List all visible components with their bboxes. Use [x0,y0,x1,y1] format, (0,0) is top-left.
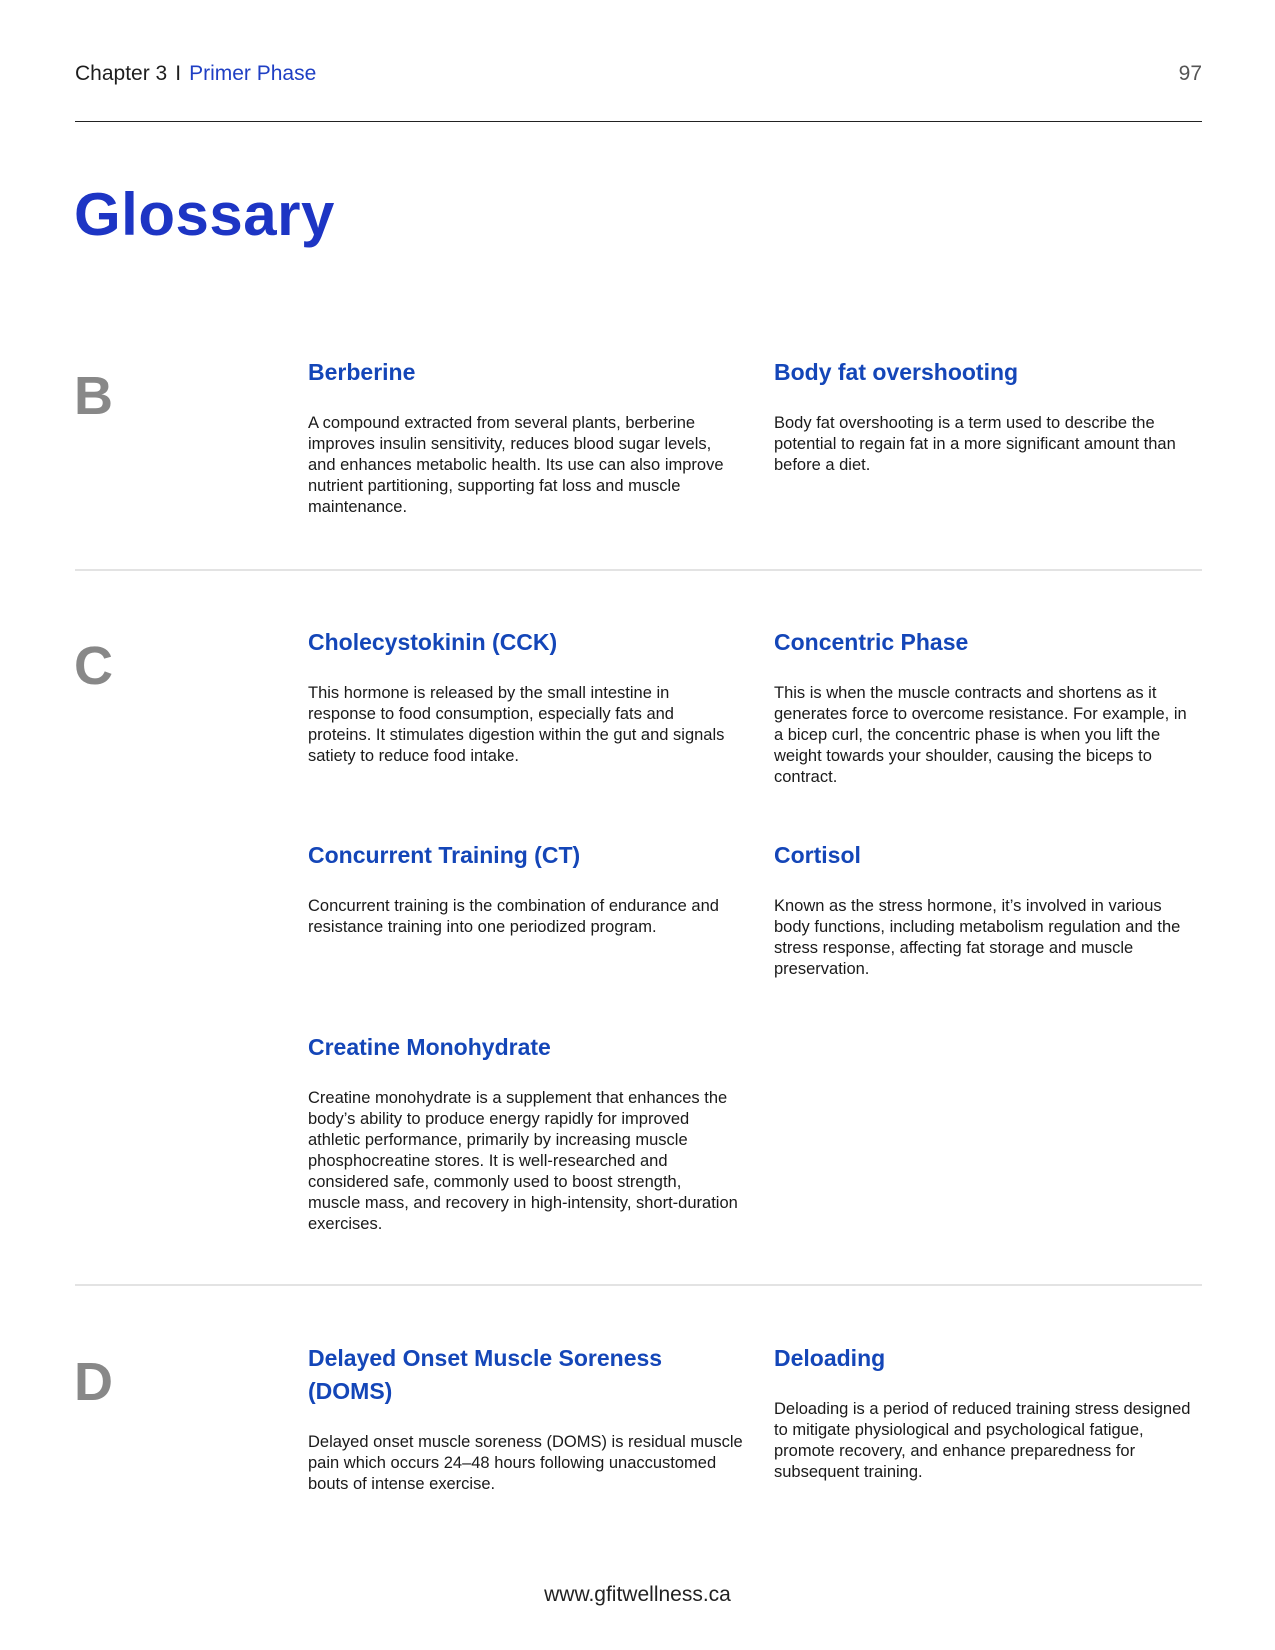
glossary-entry [774,1342,1194,1483]
page-title: Glossary [74,181,335,248]
section-letter-b: B [74,366,113,426]
footer-url: www.gfitwellness.ca [544,1583,731,1606]
chapter-label [75,62,316,86]
glossary-term: Creatine Monohydrate [308,1034,551,1060]
page-header [75,58,1202,88]
glossary-term: Concentric Phase [774,629,969,655]
glossary-entry [308,626,738,767]
glossary-definition: This hormone is released by the small intestine in response to food consumption, especially fats and proteins. It stimulates digestion within the gut and signals satiety to reduce food intake. [308,684,725,765]
glossary-definition: Concurrent training is the combination of endurance and resistance training into one periodized program. [308,897,719,936]
page-number: 97 [1178,62,1202,85]
glossary-entry [774,626,1194,788]
section-divider [75,1284,1202,1286]
chapter-separator: I [175,62,182,85]
glossary-entry [308,1342,748,1495]
glossary-definition: Delayed onset muscle soreness (DOMS) is residual muscle pain which occurs 24–48 hours following unaccustomed bouts of intense exercise. [308,1433,743,1493]
glossary-definition: Creatine monohydrate is a supplement that enhances the body’s ability to produce energy rapidly for improved athletic performance, primarily by increasing muscle phosphocreatine stores. It is well-researched and considered safe, commonly used to boost strength, muscle mass, and recovery in high-intensity, short-duration exercises. [308,1089,738,1233]
chapter-phase: Primer Phase [189,62,317,85]
glossary-definition: A compound extracted from several plants, berberine improves insulin sensitivity, reduces blood sugar levels, and enhances metabolic health. Its use can also improve nutrient partitioning, supporting fat loss and muscle maintenance. [308,414,724,516]
section-letter-d: D [74,1352,113,1412]
section-divider [75,569,1202,571]
glossary-entry [308,839,738,938]
glossary-term: Delayed Onset Muscle Soreness (DOMS) [308,1345,663,1404]
glossary-term: Deloading [774,1345,886,1371]
glossary-entry [308,1031,738,1235]
glossary-term: Berberine [308,359,416,385]
glossary-definition: Known as the stress hormone, it’s involved in various body functions, including metabolism regulation and the stress response, affecting fat storage and muscle preservation. [774,897,1181,978]
header-divider [75,121,1202,122]
glossary-term: Body fat overshooting [774,359,1019,385]
section-letter-c: C [74,636,113,696]
glossary-term: Cholecystokinin (CCK) [308,629,558,655]
glossary-entry [774,356,1194,476]
glossary-definition: Body fat overshooting is a term used to describe the potential to regain fat in a more significant amount than before a diet. [774,414,1176,474]
glossary-definition: This is when the muscle contracts and shortens as it generates force to overcome resistance. For example, in a bicep curl, the concentric phase is when you lift the weight towards your shoulder, causing the biceps to contract. [774,684,1187,786]
glossary-definition: Deloading is a period of reduced training stress designed to mitigate physiological and psychological fatigue, promote recovery, and enhance preparedness for subsequent training. [774,1400,1191,1481]
glossary-term: Cortisol [774,842,861,868]
glossary-entry [774,839,1194,980]
glossary-entry [308,356,738,518]
chapter-number: Chapter 3 [75,62,168,85]
glossary-term: Concurrent Training (CT) [308,842,581,868]
